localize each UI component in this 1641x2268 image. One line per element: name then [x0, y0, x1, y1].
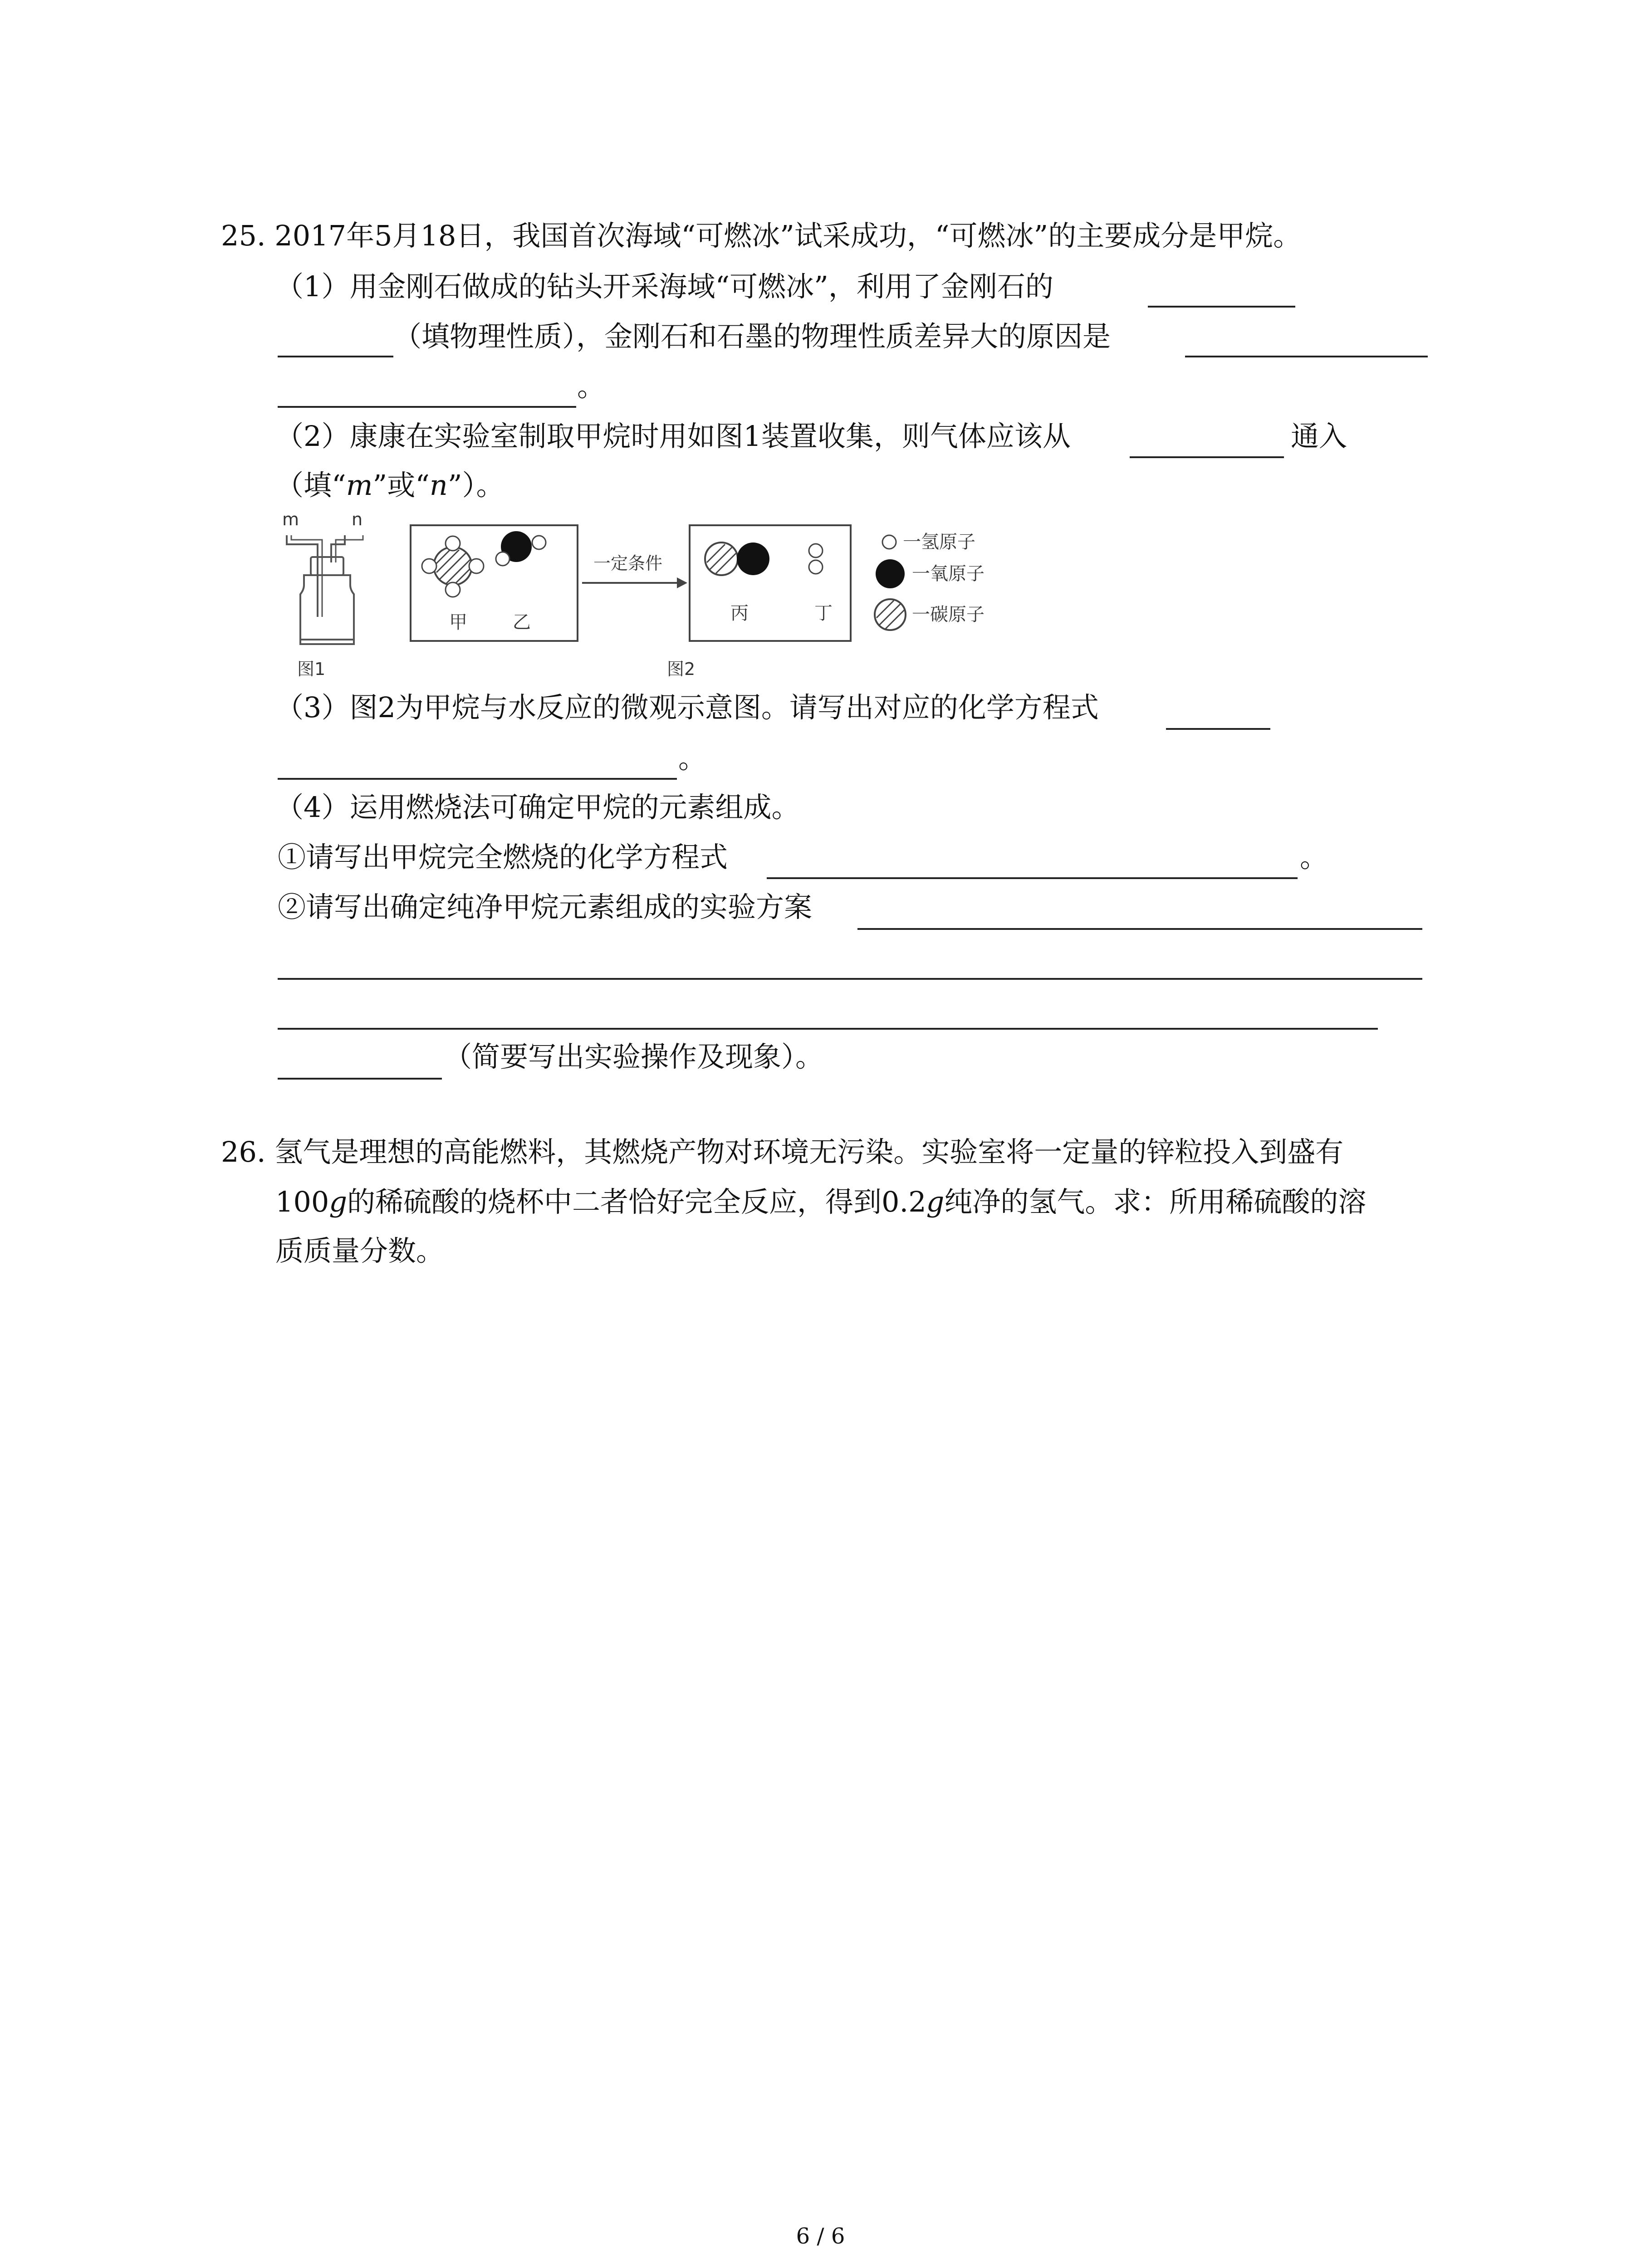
- q25-part1-line2: （填物理性质），金刚石和石墨的物理性质差异大的原因是: [393, 320, 1111, 353]
- page-number: 6 / 6: [796, 2224, 845, 2249]
- q25-part4-intro: （4）运用燃烧法可确定甲烷的元素组成。: [275, 791, 800, 824]
- q26-unit-2: g: [926, 1185, 945, 1218]
- q25-part4-end: （简要写出实验操作及现象）。: [444, 1040, 824, 1073]
- q25-part4-item1-blank[interactable]: [767, 877, 1298, 879]
- tube-n-label: n: [352, 509, 363, 529]
- q25-part2-hint-m: m: [346, 469, 373, 502]
- q25-part4-item1-end: 。: [1300, 841, 1328, 874]
- q25-part2-text: （2）康康在实验室制取甲烷时用如图1装置收集，则气体应该从: [275, 420, 1071, 453]
- q25-part2-hint-pre: （填“: [275, 469, 346, 502]
- atom-legend: [875, 532, 985, 630]
- q26-line3: 质质量分数。: [275, 1234, 445, 1267]
- gas-bottle-illustration: [282, 509, 363, 644]
- q25-part3-line1: （3）图2为甲烷与水反应的微观示意图。请写出对应的化学方程式: [275, 691, 1099, 724]
- q25-part3-blank-cont[interactable]: [278, 778, 677, 780]
- q25-part1-line1: （1）用金刚石做成的钻头开采海域“可燃冰”，利用了金刚石的: [275, 270, 1053, 303]
- q25-part4-item1: ①请写出甲烷完全燃烧的化学方程式: [278, 841, 728, 874]
- q25-part4-item2-blank-4[interactable]: [278, 1078, 442, 1080]
- q26-text-3: 纯净的氢气。求：所用稀硫酸的溶: [944, 1185, 1367, 1218]
- reactant-b-label: 乙: [513, 612, 531, 633]
- q26-mass-1: 100: [275, 1185, 329, 1218]
- fig2-caption: 图2: [667, 659, 696, 679]
- water-molecule: [496, 531, 546, 566]
- q26-unit-1: g: [329, 1185, 348, 1218]
- q26-line2: [275, 1184, 1366, 1220]
- q25-stem: 25. 2017年5月18日，我国首次海域“可燃冰”试采成功，“可燃冰”的主要成分是甲烷。: [221, 219, 1302, 252]
- q25-part2-hint-mid: ”或“: [372, 469, 430, 502]
- fig1-caption: 图1: [297, 659, 326, 679]
- q25-part4-item2-blank-1[interactable]: [857, 928, 1422, 930]
- legend-hydrogen: 一氢原子: [903, 532, 975, 552]
- q25-part4-item2-blank-3[interactable]: [278, 1028, 1378, 1030]
- reaction-arrowhead: [677, 577, 687, 588]
- tube-m-label: m: [282, 509, 299, 529]
- reaction-condition: 一定条件: [593, 553, 663, 573]
- reactant-a-label: 甲: [449, 612, 467, 633]
- product-b-label: 丁: [814, 603, 833, 624]
- methane-molecule: [422, 536, 484, 597]
- q25-part1-end: 。: [577, 370, 606, 403]
- q25-part2-hint-n: n: [429, 469, 448, 502]
- q25-part4-item2: ②请写出确定纯净甲烷元素组成的实验方案: [278, 890, 813, 924]
- q26-text-2: 的稀硫酸的烧杯中二者恰好完全反应，得到0.2: [347, 1185, 926, 1218]
- legend-carbon: 一碳原子: [912, 604, 985, 625]
- q25-part3-blank[interactable]: [1166, 728, 1270, 730]
- product-a-label: 丙: [730, 603, 749, 624]
- q25-part3-end: 。: [678, 742, 707, 775]
- reactants-box: [411, 525, 578, 641]
- figure-apparatus-and-reaction: [0, 0, 1641, 703]
- q25-part2-hint-post: ”）。: [447, 469, 505, 502]
- q25-part4-item2-blank-2[interactable]: [278, 978, 1422, 980]
- q26-line1: 26. 氢气是理想的高能燃料，其燃烧产物对环境无污染。实验室将一定量的锌粒投入到盛有: [221, 1135, 1344, 1168]
- q25-part2-end: 通入: [1291, 420, 1347, 453]
- hydrogen-molecule: [809, 544, 823, 574]
- carbon-monoxide-molecule: [705, 543, 769, 575]
- legend-oxygen: 一氧原子: [912, 563, 985, 584]
